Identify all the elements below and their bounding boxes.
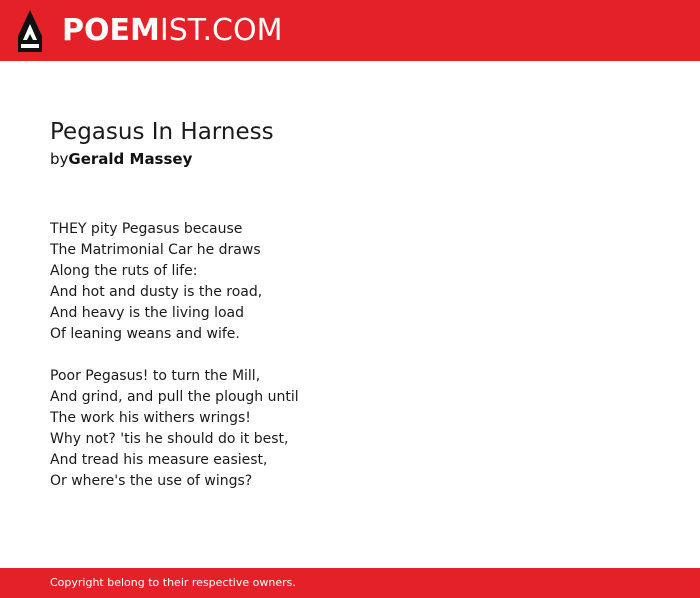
poem-line: Why not? 'tis he should do it best, <box>50 431 289 447</box>
poem-line: And hot and dusty is the road, <box>50 284 263 300</box>
by-label: by <box>50 150 69 168</box>
site-footer <box>0 568 700 598</box>
stanza <box>50 366 299 492</box>
poem-line: The Matrimonial Car he draws <box>50 242 261 258</box>
copyright-text: Copyright belong to their respective owners. <box>50 576 296 589</box>
site-logo-text <box>62 13 282 49</box>
poem-line: Along the ruts of life: <box>50 263 198 279</box>
stanza <box>50 219 299 345</box>
poem-line: THEY pity Pegasus because <box>50 221 243 237</box>
poem-line: And grind, and pull the plough until <box>50 389 299 405</box>
poem-body <box>50 219 299 513</box>
pencil-icon <box>18 10 42 52</box>
poem-line: And tread his measure easiest, <box>50 452 268 468</box>
byline <box>50 149 192 169</box>
site-header <box>0 0 700 61</box>
poem-line: The work his withers wrings! <box>50 410 251 426</box>
brand-light: IST.COM <box>159 13 283 48</box>
poem-line: And heavy is the living load <box>50 305 245 321</box>
poem-title: Pegasus In Harness <box>50 119 274 145</box>
poem-line: Poor Pegasus! to turn the Mill, <box>50 368 261 384</box>
poem-line: Of leaning weans and wife. <box>50 326 240 342</box>
poem-line: Or where's the use of wings? <box>50 473 253 489</box>
author-link[interactable]: Gerald Massey <box>68 150 193 168</box>
brand-bold: POEM <box>62 13 160 48</box>
